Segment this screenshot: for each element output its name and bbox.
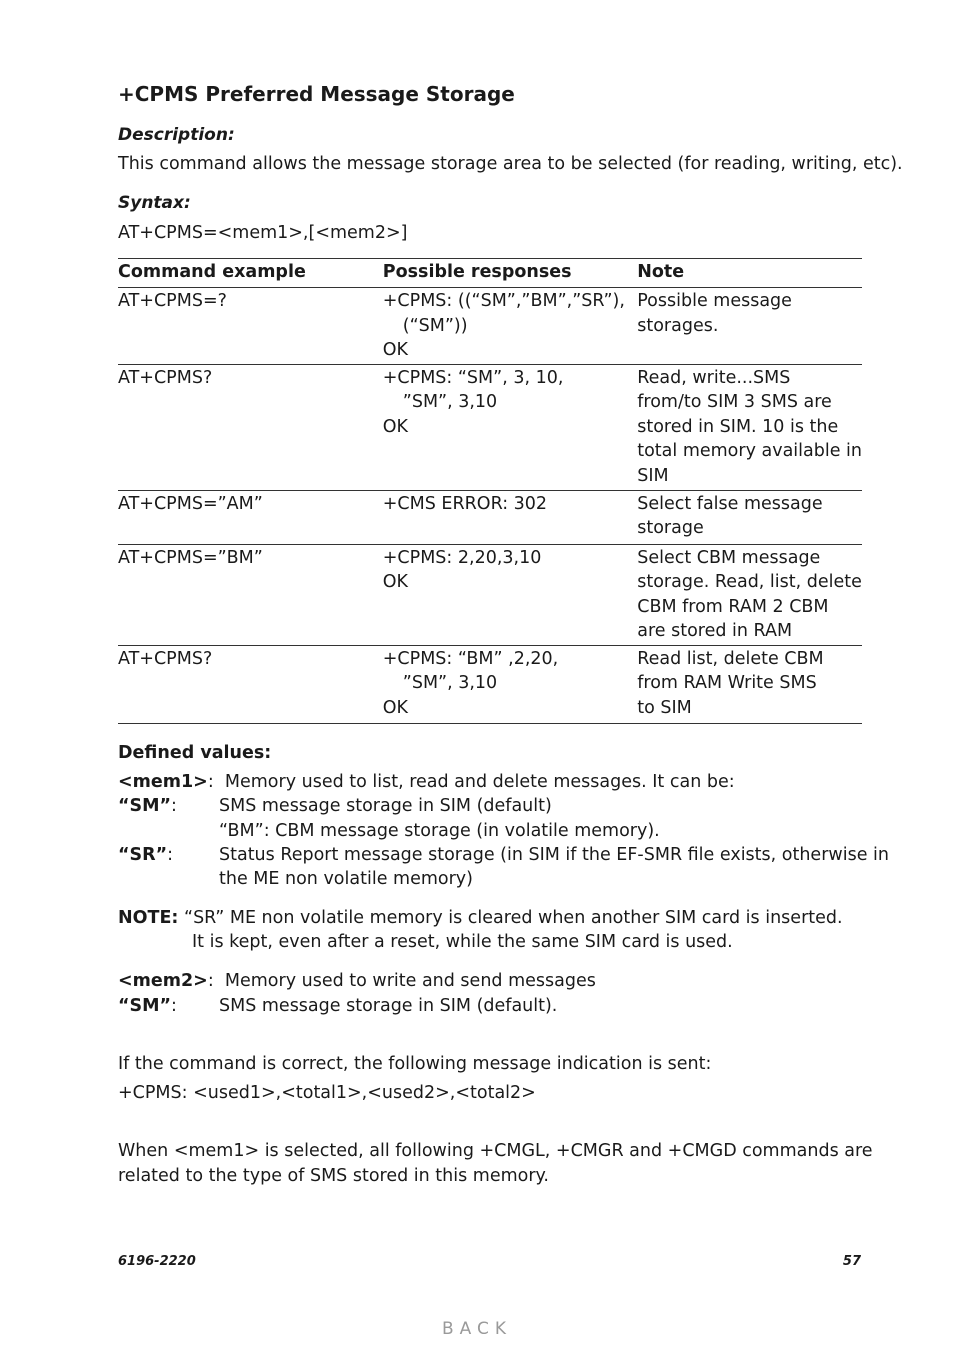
note-line: storages. xyxy=(637,315,719,336)
separator-colon: : xyxy=(171,996,177,1016)
note-line: Read, write...SMS xyxy=(637,367,791,388)
mem2-definition xyxy=(118,969,596,994)
mem1-sr-text: Status Report message storage (in SIM if the EF-SMR file exists, otherwise in xyxy=(219,845,889,865)
mem1-sm-key: “SM” xyxy=(118,796,172,816)
mem2-sm-text: SMS message storage in SIM (default). xyxy=(219,996,558,1016)
note-cell xyxy=(637,490,862,544)
page-title: +CPMS Preferred Message Storage xyxy=(118,82,515,106)
closing-text: When <mem1> is selected, all following +CMGL, +CMGR and +CMGD commands are xyxy=(118,1141,873,1161)
response-line: +CPMS: “BM” ,2,20, xyxy=(382,648,559,669)
note-line: to SIM xyxy=(637,697,692,718)
command-cell: AT+CPMS=? xyxy=(118,291,227,311)
response-line: +CPMS: “SM”, 3, 10, xyxy=(382,367,564,388)
note-text-continued: It is kept, even after a reset, while the same SIM card is used. xyxy=(192,932,733,952)
separator-colon: : xyxy=(207,971,225,991)
table-row xyxy=(118,364,862,490)
mem1-definition xyxy=(118,770,735,795)
note-cell xyxy=(637,544,862,645)
response-line: OK xyxy=(382,697,409,718)
note-line: from RAM Write SMS xyxy=(637,673,817,693)
mem1-text: Memory used to list, read and delete messages. It can be: xyxy=(224,772,735,792)
note-line: stored in SIM. 10 is the xyxy=(637,416,839,437)
table-row xyxy=(118,645,862,723)
mem2-sm-definition xyxy=(118,994,557,1019)
mem2-text: Memory used to write and send messages xyxy=(224,971,596,991)
defined-values-label: Defined values: xyxy=(118,743,272,763)
response-line: +CPMS: 2,20,3,10 xyxy=(382,547,542,568)
column-header-note: Note xyxy=(637,262,685,282)
indication-syntax: +CPMS: <used1>,<total1>,<used2>,<total2> xyxy=(118,1083,536,1103)
footer-doc-number: 6196-2220 xyxy=(118,1254,196,1269)
note-line: Select false message xyxy=(637,493,823,514)
note-line: SIM xyxy=(637,465,669,486)
command-cell: AT+CPMS=”AM” xyxy=(118,493,263,514)
column-header-responses: Possible responses xyxy=(382,262,572,282)
mem2-sm-key: “SM” xyxy=(118,996,172,1016)
response-line: (“SM”)) xyxy=(402,315,468,336)
responses-cell xyxy=(383,288,637,365)
mem1-sm-text: SMS message storage in SIM (default) xyxy=(219,796,552,816)
response-line: ”SM”, 3,10 xyxy=(402,673,498,693)
mem1-sm-definition xyxy=(118,794,552,819)
responses-cell xyxy=(383,490,637,544)
note-cell xyxy=(637,645,862,723)
note-cell xyxy=(637,364,862,490)
back-link[interactable]: BACK xyxy=(441,1319,512,1339)
table-row xyxy=(118,490,862,544)
command-cell: AT+CPMS? xyxy=(118,367,213,388)
mem2-key: <mem2> xyxy=(118,971,208,991)
response-line: ”SM”, 3,10 xyxy=(402,392,498,412)
mem1-sr-text-continued: the ME non volatile memory) xyxy=(219,869,473,889)
separator-colon: : xyxy=(167,845,173,865)
note-key: NOTE: xyxy=(118,908,179,928)
note-block xyxy=(118,906,843,931)
description-label: Description: xyxy=(118,125,235,145)
separator-colon: : xyxy=(171,796,177,816)
note-cell xyxy=(637,288,862,365)
response-line: OK xyxy=(382,572,409,592)
responses-cell xyxy=(383,645,637,723)
separator-colon: : xyxy=(207,772,225,792)
footer-page-number: 57 xyxy=(842,1254,861,1269)
table-header-row xyxy=(118,259,862,288)
table-row xyxy=(118,288,862,365)
note-line: storage xyxy=(637,518,704,538)
note-line: are stored in RAM xyxy=(637,621,793,641)
command-table xyxy=(118,258,862,724)
syntax-text: AT+CPMS=<mem1>,[<mem2>] xyxy=(118,223,408,243)
mem1-bm-text: “BM”: CBM message storage (in volatile memory). xyxy=(219,821,660,841)
note-text: “SR” ME non volatile memory is cleared when another SIM card is inserted. xyxy=(184,908,843,928)
responses-cell xyxy=(383,544,637,645)
indication-text: If the command is correct, the following message indication is sent: xyxy=(118,1054,712,1074)
note-line: CBM from RAM 2 CBM xyxy=(637,596,829,617)
note-line: total memory available in xyxy=(637,441,862,461)
syntax-label: Syntax: xyxy=(118,193,191,213)
command-cell: AT+CPMS=”BM” xyxy=(118,547,263,568)
note-line: Read list, delete CBM xyxy=(637,648,824,669)
mem1-sr-definition xyxy=(118,843,889,868)
description-text: This command allows the message storage area to be selected (for reading, writing, etc). xyxy=(118,154,903,174)
response-line: OK xyxy=(382,340,409,360)
response-line: +CMS ERROR: 302 xyxy=(382,493,548,514)
column-header-command: Command example xyxy=(118,262,306,282)
closing-text-continued: related to the type of SMS stored in this memory. xyxy=(118,1166,549,1186)
note-line: storage. Read, list, delete xyxy=(637,572,862,592)
command-cell: AT+CPMS? xyxy=(118,648,213,669)
responses-cell xyxy=(383,364,637,490)
mem1-key: <mem1> xyxy=(118,772,208,792)
mem1-sr-key: “SR” xyxy=(118,845,168,865)
note-line: Select CBM message xyxy=(637,547,821,568)
response-line: OK xyxy=(382,416,409,437)
note-line: from/to SIM 3 SMS are xyxy=(637,392,832,412)
note-line: Possible message xyxy=(637,291,792,311)
response-line: +CPMS: ((“SM”,”BM”,”SR”), xyxy=(382,291,625,311)
table-row xyxy=(118,544,862,645)
